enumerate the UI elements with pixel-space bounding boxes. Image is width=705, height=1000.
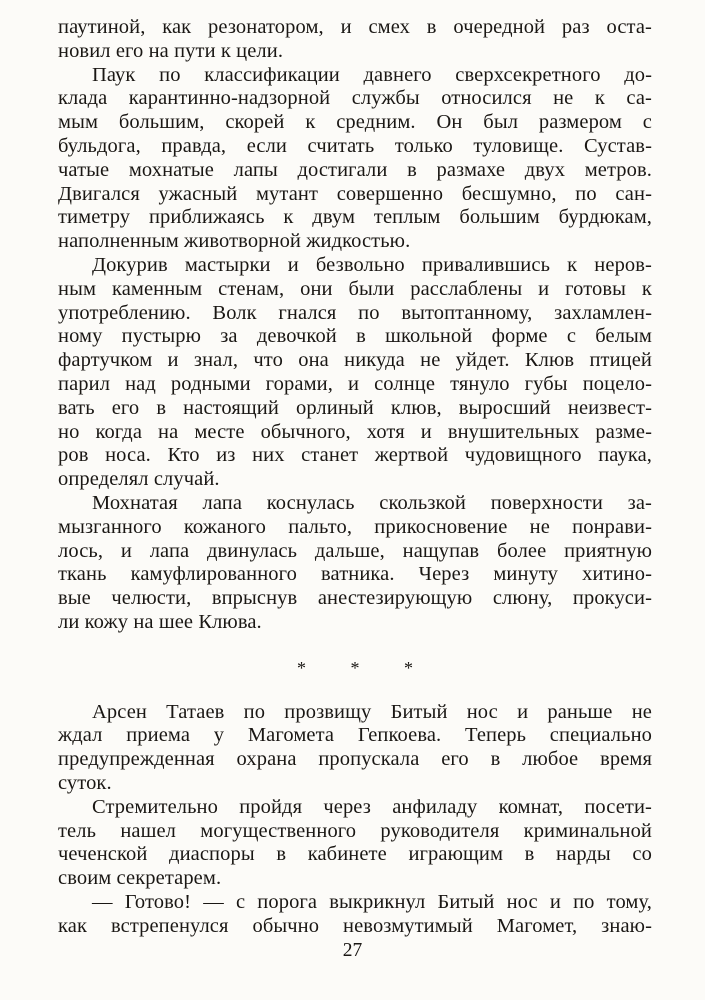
text-line: Докурив мастырки и безвольно привалившись к неров- bbox=[92, 253, 652, 276]
page-number: 27 bbox=[342, 940, 363, 961]
paragraph bbox=[58, 701, 652, 796]
text-line: Паук по классификации давнего сверхсекретного до- bbox=[92, 63, 652, 86]
text-line: паутиной, как резонатором, и смех в очередной раз оста- bbox=[58, 16, 652, 38]
text-line: вать его в настоящий орлиный клюв, выросший неизвест- bbox=[58, 396, 652, 419]
text-line: своим секретарем. bbox=[58, 867, 222, 890]
text-line: бульдога, правда, если считать только туловище. Сустав- bbox=[58, 134, 652, 157]
text-line: наполненным животворной жидкостью. bbox=[58, 230, 411, 253]
text-line: Стремительно пройдя через анфиладу комнат, посети- bbox=[92, 795, 652, 818]
text-line: вые челюсти, впрыснув анестезирующую слюну, прокуси- bbox=[58, 587, 652, 610]
text-line: — Готово! — с порога выкрикнул Битый нос и по тому, bbox=[92, 890, 652, 913]
text-column bbox=[58, 16, 652, 938]
text-line: но когда на месте обычного, хотя и внушительных разме- bbox=[58, 420, 652, 443]
text-line: ров носа. Кто из них станет жертвой чудовищного паука, bbox=[58, 444, 652, 467]
text-line: Арсен Татаев по прозвищу Битый нос и раньше не bbox=[92, 700, 652, 723]
paragraph bbox=[58, 16, 652, 64]
text-line: тиметру приближаясь к двум теплым большим бурдюкам, bbox=[58, 206, 652, 229]
text-line: суток. bbox=[58, 771, 112, 794]
text-line: определял случай. bbox=[58, 468, 220, 491]
text-line: употреблению. Волк гнался по вытоптанному, захламлен- bbox=[58, 301, 652, 324]
asterisk-separator: * * * bbox=[297, 657, 433, 678]
text-line: ждал приема у Магомета Гепкоева. Теперь специально bbox=[58, 724, 652, 747]
paragraph bbox=[58, 254, 652, 492]
paragraph bbox=[58, 796, 652, 891]
text-line: предупрежденная охрана пропускала его в любое время bbox=[58, 748, 652, 771]
text-line: Двигался ужасный мутант совершенно бесшумно, по сан- bbox=[58, 182, 652, 205]
text-line: как встрепенулся обычно невозмутимый Магомет, знаю- bbox=[58, 914, 652, 937]
paragraph bbox=[58, 64, 652, 254]
text-line: клада карантинно-надзорной службы относился не к са- bbox=[58, 87, 652, 110]
text-line: новил его на пути к цели. bbox=[58, 39, 284, 62]
text-line: лось, и лапа двинулась дальше, нащупав более приятную bbox=[58, 539, 652, 562]
text-line: тель нашел могущественного руководителя криминальной bbox=[58, 819, 652, 842]
text-line: ткань камуфлированного ватника. Через минуту хитино- bbox=[58, 563, 652, 586]
text-line: Мохнатая лапа коснулась скользкой поверхности за- bbox=[92, 491, 652, 514]
text-line: ному пустырю за девочкой в школьной форме с белым bbox=[58, 325, 652, 348]
text-line: чеченской диаспоры в кабинете играющим в нарды со bbox=[58, 843, 652, 866]
text-line: парил над родными горами, и солнце тянуло губы поцело- bbox=[58, 372, 652, 395]
text-line: мым большим, скорей к средним. Он был размером с bbox=[58, 111, 652, 134]
paragraph bbox=[58, 492, 652, 635]
text-line: ным каменным стенам, они были расслаблены и готовы к bbox=[58, 277, 652, 300]
text-line: чатые мохнатые лапы достигали в размахе двух метров. bbox=[58, 158, 652, 181]
text-line: мызганного кожаного пальто, прикосновение не понрави- bbox=[58, 515, 652, 538]
text-line: фартучком и знал, что она никуда не уйдет. Клюв птицей bbox=[58, 349, 652, 372]
paragraph bbox=[58, 891, 652, 939]
text-line: ли кожу на шее Клюва. bbox=[58, 610, 262, 633]
